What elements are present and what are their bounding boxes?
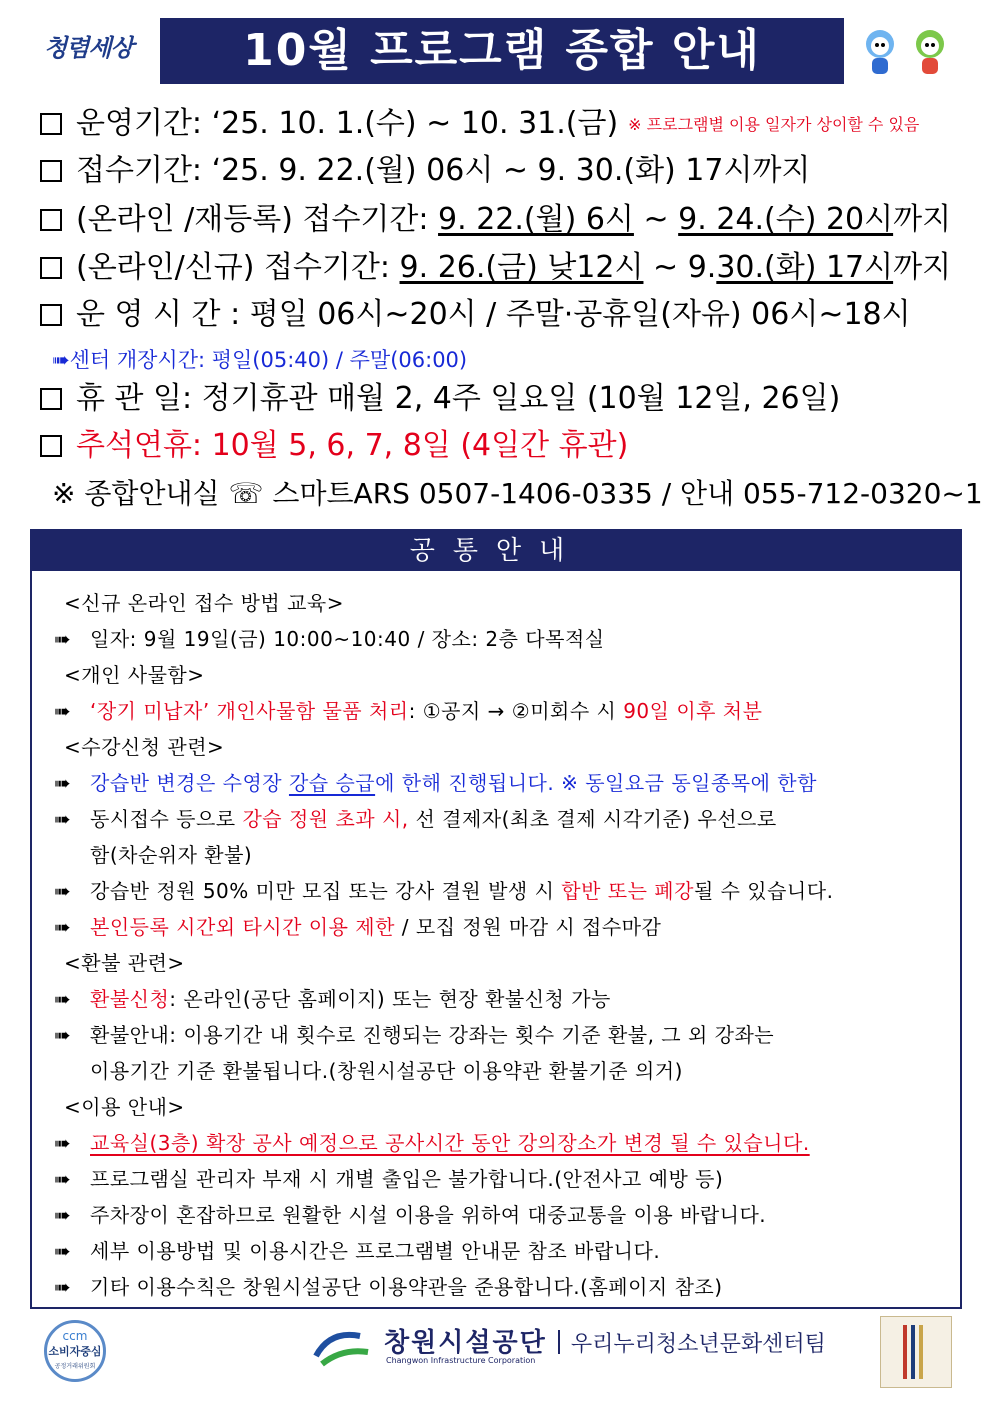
operation-hours: 운 영 시 간 : 평일 06시~20시 / 주말·공휴일(자유) 06시~18시 — [40, 297, 911, 333]
list-item: ➠ 세부 이용방법 및 이용시간은 프로그램별 안내문 참조 바랍니다. — [54, 1239, 661, 1263]
chuseok-holiday: 추석연휴: 10월 5, 6, 7, 8일 (4일간 휴관) — [40, 428, 628, 464]
service-certification-seal — [880, 1316, 952, 1388]
list-item: ➠ 기타 이용수칙은 창원시설공단 이용약관을 준용합니다.(홈페이지 참조) — [54, 1275, 723, 1299]
arrow-icon: ➠ — [54, 807, 72, 831]
integrity-logo — [44, 28, 144, 78]
online-reregistration-period: (온라인 /재등록) 접수기간: 9. 22.(월) 6시 ~ 9. 24.(수) 20시까지 — [40, 202, 951, 238]
period-note: ※ 프로그램별 이용 일자가 상이할 수 있음 — [628, 115, 920, 134]
center-open-hours: ➠센터 개장시간: 평일(05:40) / 주말(06:00) — [52, 348, 468, 372]
checkbox-icon — [40, 209, 62, 231]
arrow-icon: ➠ — [54, 879, 72, 903]
changwon-org-logo — [310, 1322, 826, 1374]
arrow-icon: ➠ — [54, 1239, 72, 1263]
list-item: ➠ 본인등록 시간외 타시간 이용 제한 / 모집 정원 마감 시 접수마감 — [54, 915, 662, 939]
arrow-icon: ➠ — [54, 1275, 72, 1299]
list-item: ➠ 프로그램실 관리자 부재 시 개별 출입은 불가합니다.(안전사고 예방 등) — [54, 1167, 724, 1191]
section-heading: <개인 사물함> — [64, 663, 205, 687]
list-item: ➠ 일자: 9월 19일(금) 10:00~10:40 / 장소: 2층 다목적실 — [54, 627, 605, 651]
list-item-continuation: 함(차순위자 환불) — [90, 843, 253, 867]
checkbox-icon — [40, 113, 62, 135]
arrow-icon: ➠ — [54, 1131, 72, 1155]
operation-period: 운영기간: ‘25. 10. 1.(수) ~ 10. 31.(금) ※ 프로그램별 이용 일자가 상이할 수 있음 — [40, 106, 919, 143]
checkbox-icon — [40, 435, 62, 457]
arrow-icon: ➠ — [54, 699, 72, 723]
arrow-icon: ➠ — [54, 1167, 72, 1191]
arrow-icon: ➠ — [54, 1203, 72, 1227]
checkbox-icon — [40, 257, 62, 279]
ccm-badge: ccm 소비자중심 공정거래위원회 — [44, 1320, 106, 1382]
mascot-image — [858, 26, 958, 82]
arrow-icon: ➠ — [54, 987, 72, 1011]
list-item: ➠ 동시접수 등으로 강습 정원 초과 시, 선 결제자(최초 결제 시각기준) 우선으로 — [54, 807, 777, 831]
online-new-period: (온라인/신규) 접수기간: 9. 26.(금) 낮12시 ~ 9.30.(화) 17시까지 — [40, 250, 951, 286]
list-item: ➠ 주차장이 혼잡하므로 원활한 시설 이용을 위하여 대중교통을 이용 바랍니다. — [54, 1203, 767, 1227]
checkbox-icon — [40, 160, 62, 182]
arrow-icon: ➠ — [54, 915, 72, 939]
org-english-name: Changwon Infrastructure Corporation — [386, 1356, 536, 1365]
common-info-heading: 공통안내 — [32, 531, 960, 571]
reception-period: 접수기간: ‘25. 9. 22.(월) 06시 ~ 9. 30.(화) 17시까지 — [40, 153, 810, 189]
list-item-continuation: 이용기간 기준 환불됩니다.(창원시설공단 이용약관 환불기준 의거) — [90, 1059, 683, 1083]
list-item: ➠ ‘장기 미납자’ 개인사물함 물품 처리: ①공지 → ②미회수 시 90일 이후 처분 — [54, 699, 763, 723]
list-item: ➠ 강습반 정원 50% 미만 모집 또는 강사 결원 발생 시 합반 또는 폐강될 수 있습니다. — [54, 879, 834, 903]
section-heading: <환불 관련> — [64, 951, 185, 975]
list-item: ➠ 강습반 변경은 수영장 강습 승급에 한해 진행됩니다. ※ 동일요금 동일종목에 한함 — [54, 771, 817, 795]
common-info-panel — [30, 529, 962, 1309]
checkbox-icon — [40, 304, 62, 326]
arrow-icon: ➠ — [54, 1023, 72, 1047]
page-title: 10월 프로그램 종합 안내 — [160, 18, 844, 84]
arrow-icon: ➠ — [54, 771, 72, 795]
checkbox-icon — [40, 388, 62, 410]
list-item: ➠ 환불신청: 온라인(공단 홈페이지) 또는 현장 환불신청 가능 — [54, 987, 611, 1011]
arrow-icon: ➠ — [54, 627, 72, 651]
list-item: ➠ 환불안내: 이용기간 내 횟수로 진행되는 강좌는 횟수 기준 환불, 그 외 강좌는 — [54, 1023, 775, 1047]
section-heading: <이용 안내> — [64, 1095, 185, 1119]
section-heading: <신규 온라인 접수 방법 교육> — [64, 591, 344, 615]
org-emblem-icon — [310, 1326, 374, 1370]
list-item: ➠ 교육실(3층) 확장 공사 예정으로 공사시간 동안 강의장소가 변경 될 수 있습니다. — [54, 1131, 810, 1155]
contact-info: ※ 종합안내실 ☏ 스마트ARS 0507-1406-0335 / 안내 055-712-0320~1 — [52, 477, 983, 510]
section-heading: <수강신청 관련> — [64, 735, 225, 759]
org-name: 창원시설공단 — [384, 1328, 547, 1358]
integrity-logo-text: 청렴세상 — [44, 33, 133, 62]
closed-days: 휴 관 일: 정기휴관 매월 2, 4주 일요일 (10월 12일, 26일) — [40, 381, 840, 417]
team-name: 우리누리청소년문화센터팀 — [570, 1332, 826, 1357]
